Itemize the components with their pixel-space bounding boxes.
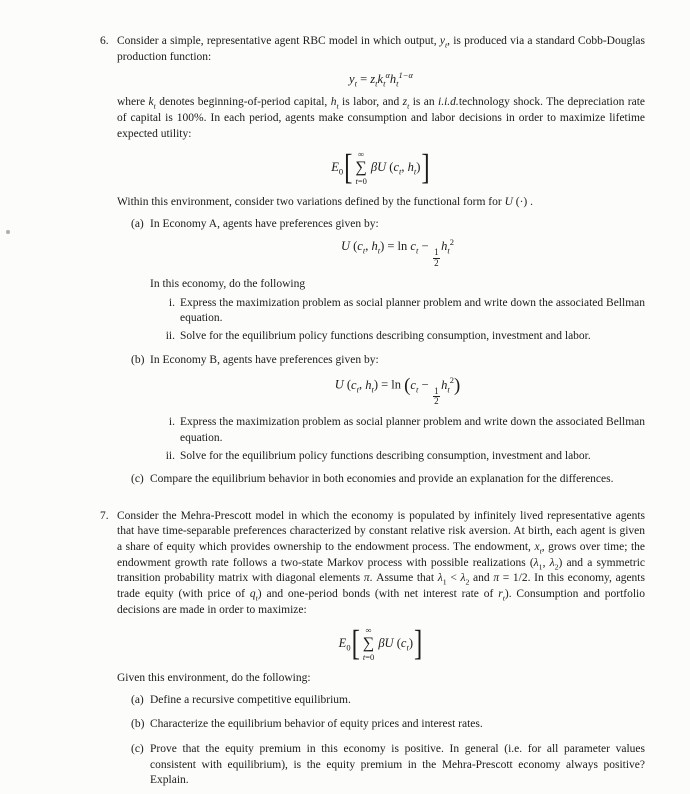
item-6c-text: Compare the equilibrium behavior in both economies and provide an explanation for the differences.: [150, 473, 614, 486]
left-bracket: [: [351, 624, 360, 664]
scan-artifact-dot: [6, 230, 10, 234]
item-6c-label: (c): [131, 473, 144, 486]
item-7b-label: (b): [131, 718, 145, 731]
item-6b-i-text: Express the maximization problem as social planner problem and write down the associated Bellman equation.: [180, 416, 645, 444]
item-6c: [131, 472, 645, 491]
item-6b-i: [163, 415, 645, 446]
item-6b-ii-text: Solve for the equilibrium policy functions describing consumption, investment and labor.: [180, 449, 591, 462]
problem-6: [100, 34, 645, 493]
item-6a-ii-label: ii.: [165, 329, 175, 342]
item-6a-text: In Economy A, agents have preferences given by:: [150, 217, 379, 230]
item-7a-text: Define a recursive competitive equilibrium.: [150, 693, 351, 706]
problem-7-body: [117, 509, 645, 794]
equation-production-function: $y_t = z_tk_t^\alpha h_t^{1-\alpha}$: [349, 70, 413, 89]
item-6a-ii: [163, 329, 645, 345]
summand-expression: βU $(c_t)$: [378, 636, 413, 653]
item-6a-label: (a): [131, 217, 144, 230]
expectation-operator: $E_0$: [338, 636, 351, 653]
right-bracket: ]: [421, 148, 430, 188]
summation-upper-limit: ∞: [358, 149, 365, 160]
equation-lifetime-expected-utility: [117, 148, 645, 188]
item-6b: [131, 353, 645, 467]
item-7c: [131, 742, 645, 792]
right-bracket: ]: [413, 624, 423, 664]
item-7c-label: (c): [131, 743, 144, 756]
summation-symbol: [363, 626, 374, 661]
problem-6-intro: Consider a simple, representative agent RBC model in which output, $y_t$, is produced via a standard Cobb-Douglas production function:: [117, 35, 645, 63]
item-7a-label: (a): [131, 693, 144, 706]
summation-upper-limit: ∞: [365, 625, 372, 636]
item-6b-ii: [163, 449, 645, 465]
summand-expression: βU ($c_t$, $h_t$): [370, 160, 421, 177]
item-6b-i-label: i.: [168, 416, 175, 429]
item-6a-i-text: Express the maximization problem as social planner problem and write down the associated Bellman equation.: [180, 296, 645, 325]
problem-7-given-paragraph: Given this environment, do the following:: [117, 672, 311, 685]
summation-lower-limit: t=0: [355, 175, 367, 186]
sigma-symbol: ∑: [362, 634, 375, 652]
summation-lower-limit: t=0: [362, 651, 375, 662]
expectation-operator: $E_0$: [331, 160, 344, 177]
item-7c-text: Prove that the equity premium in this economy is positive. In general (i.e. for all parameter values consistent with equilibrium), is the equity premium in the Mehra-Prescott economy always positive? Explain.: [150, 743, 645, 787]
item-6a-i: [163, 296, 645, 327]
equation-maximize-utility: [117, 624, 645, 664]
sigma-symbol: ∑: [355, 158, 367, 176]
problem-6-where-paragraph: where $k_t$ denotes beginning-of-period capital, $h_t$ is labor, and $z_t$ is an i.i.d.technology shock. The depreciation rate of capital is 100%. In each period, agents make consumption and labor decisions in order to maximize lifetime expected utility:: [117, 96, 646, 140]
left-bracket: [: [344, 148, 353, 188]
problem-6-body: [117, 34, 645, 493]
equation-utility-economy-a: U ($c_t$, $h_t) = \ln c_t$ − $\frac{1}{2}$ $h_t^2$: [340, 237, 455, 269]
item-6b-label: (b): [131, 353, 145, 366]
equation-utility-economy-b: U ($c_t$, $h_t) = \ln (c_t$ − $\frac{1}{2}$ $h_t^2$): [334, 375, 461, 407]
item-6a-ii-text: Solve for the equilibrium policy functions describing consumption, investment and labor.: [180, 329, 591, 342]
summation-symbol: [355, 150, 366, 185]
item-7b-text: Characterize the equilibrium behavior of equity prices and interest rates.: [150, 718, 483, 731]
problem-7-number: 7.: [100, 509, 109, 522]
item-6a-i-label: i.: [168, 296, 175, 309]
problem-6-number: 6.: [100, 35, 109, 47]
problem-6-within-paragraph: Within this environment, consider two variations defined by the functional form for U (·) .: [117, 196, 534, 209]
item-6a-follow: In this economy, do the following: [150, 278, 306, 291]
item-6b-text: In Economy B, agents have preferences given by:: [150, 353, 379, 366]
item-6b-ii-label: ii.: [165, 449, 175, 462]
item-7a: [131, 693, 645, 712]
problem-7-intro: Consider the Mehra-Prescott model in which the economy is populated by infinitely lived representative agents that have time-separable preferences characterized by constant relative risk aversion. At birth, each agent is given a share of equity which provides ownership to the endowment process. The endowment, $x_t$, grows over time; the endowment growth rate follows a two-state Markov process with possible realizations ($\lambda_1$, $\lambda_2$) and a symmetric transition probability matrix with diagonal elements π. Assume that $\lambda_1 < \lambda_2$ and π = 1/2. In this economy, agents trade equity (with price of $q_t$) and one-period bonds (with net interest rate of $r_t$). Consumption and portfolio decisions are made in order to maximize:: [117, 509, 645, 616]
item-6a: [131, 217, 645, 347]
problem-7: [100, 509, 645, 794]
item-7b: [131, 717, 645, 736]
